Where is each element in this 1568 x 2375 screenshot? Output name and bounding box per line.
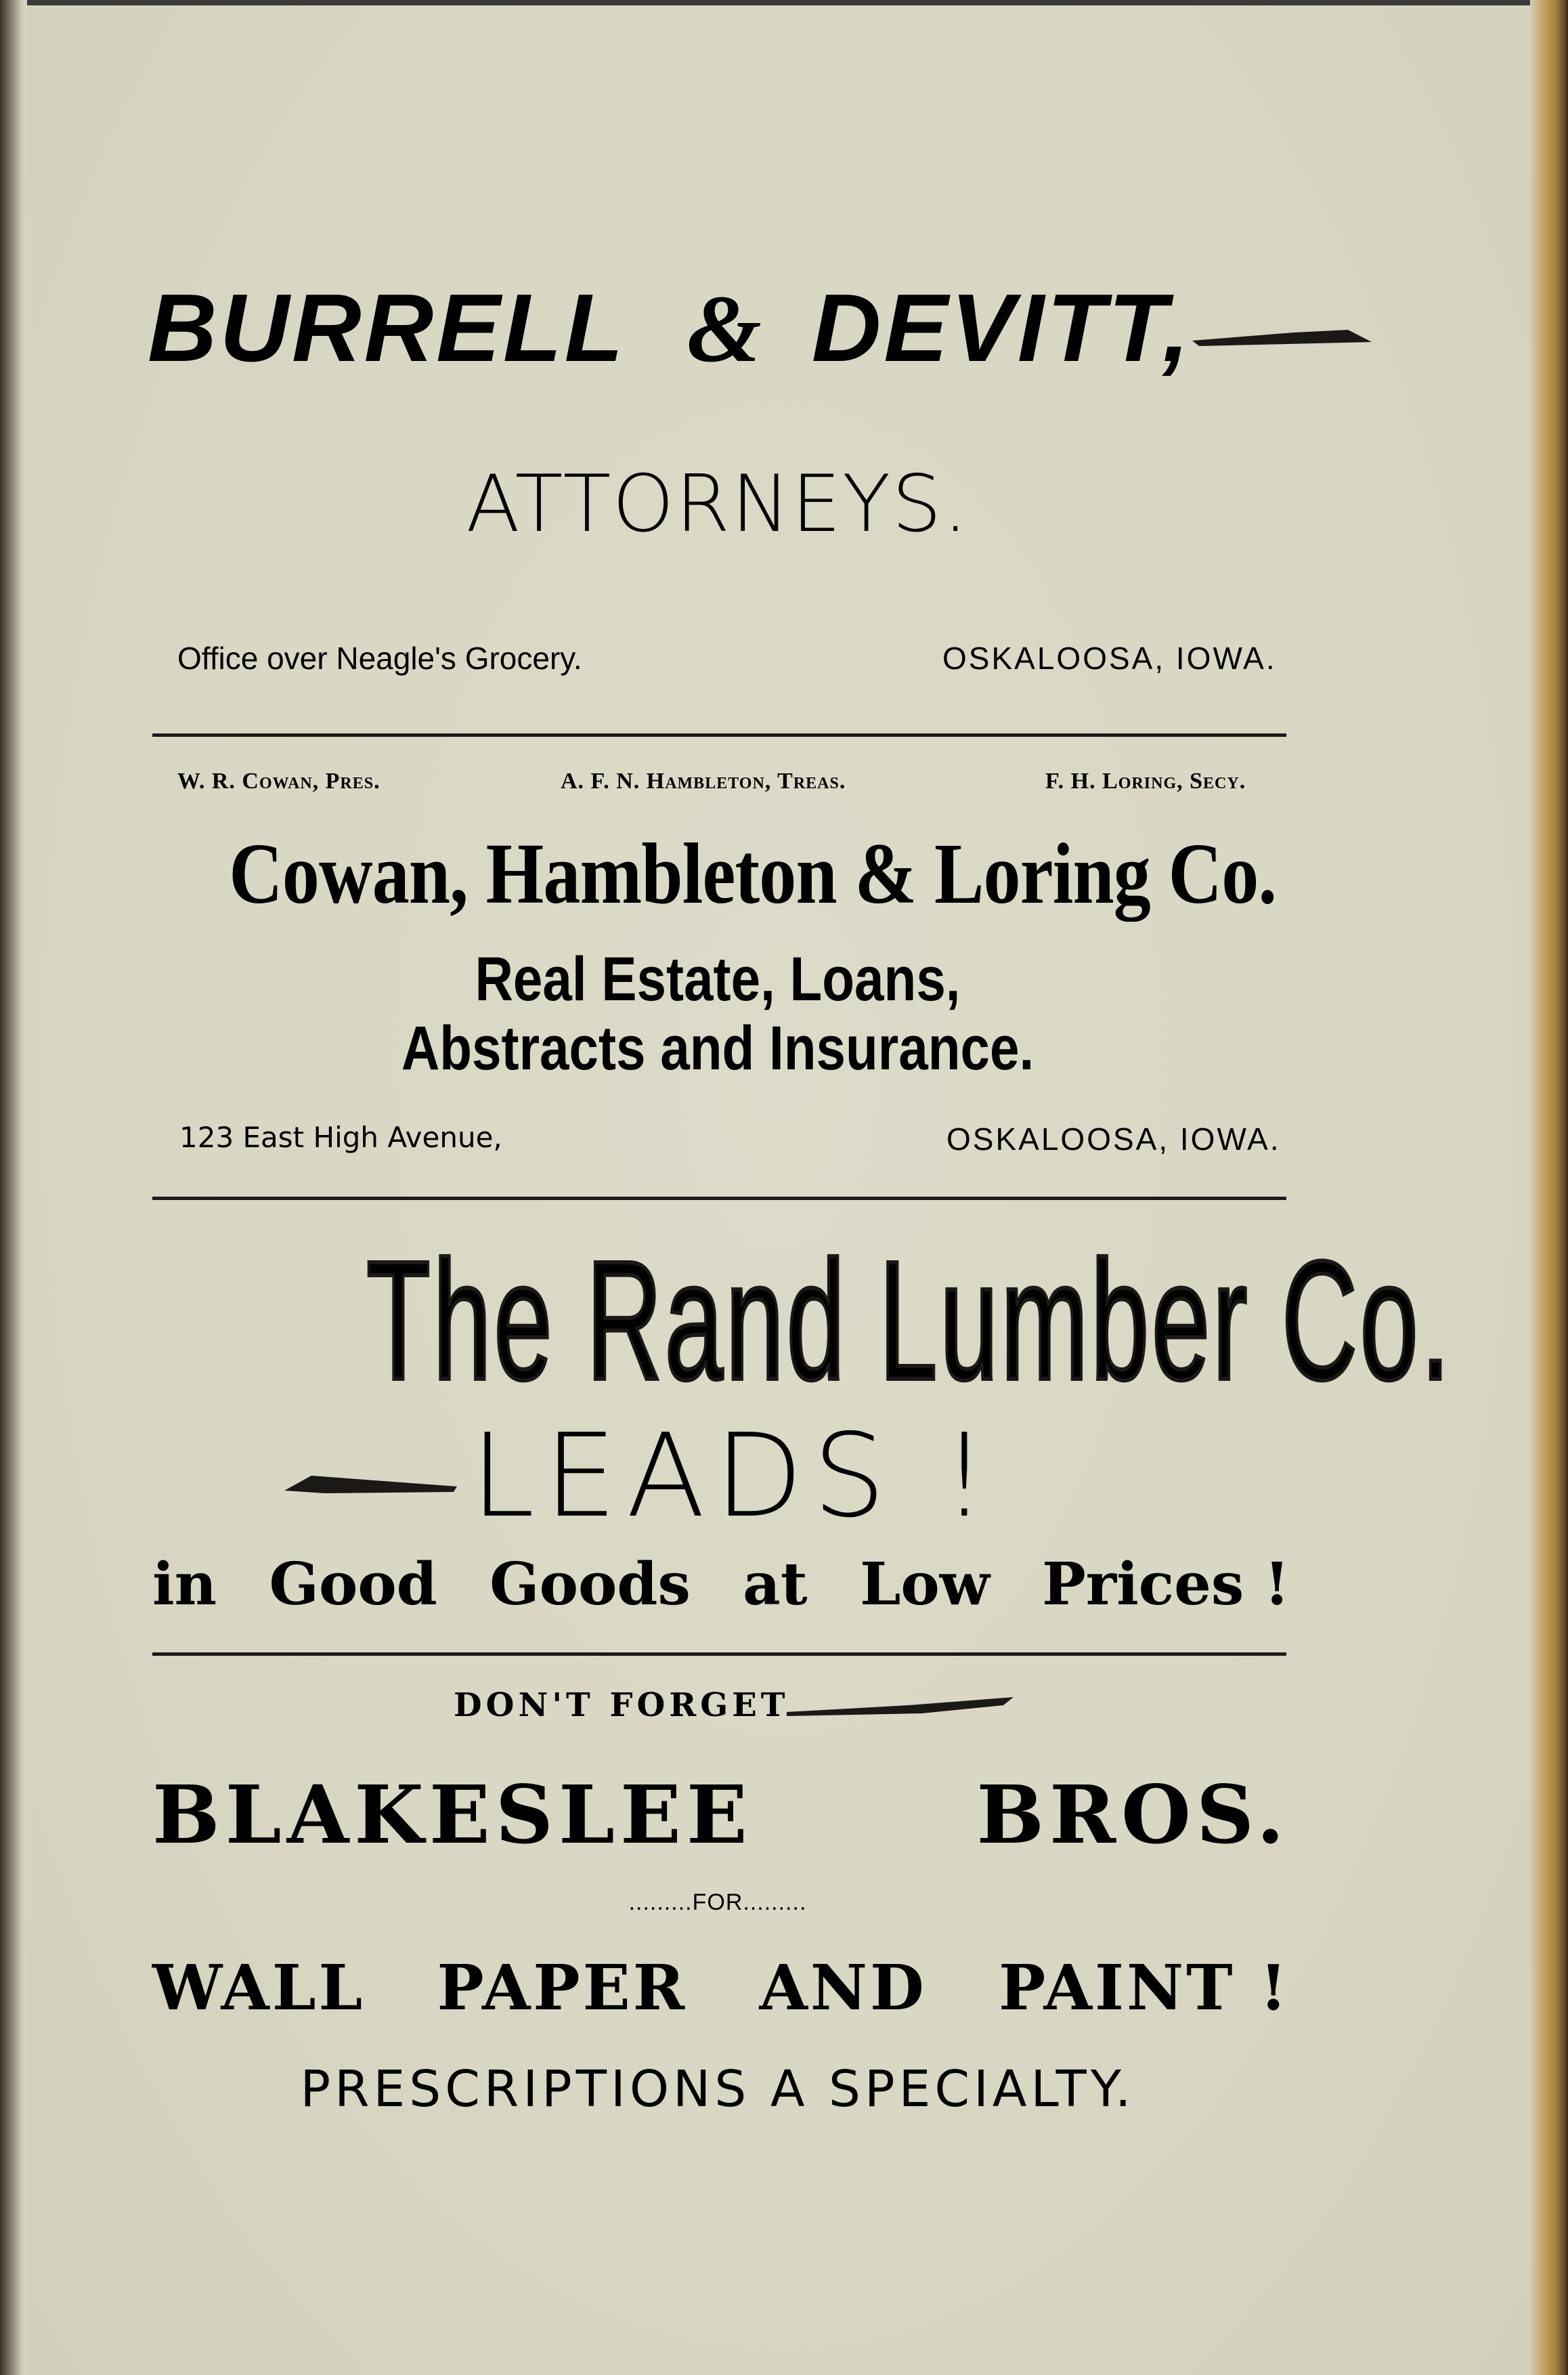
divider-rule (152, 733, 1286, 737)
firm-name-right: DEVITT, (811, 274, 1192, 382)
officer-secretary: F. H. Loring, Secy. (1045, 769, 1246, 794)
leads-line (284, 1409, 1164, 1543)
office-address: Office over Neagle's Grocery. (177, 641, 582, 676)
wall-word: AND (759, 1951, 927, 2024)
blakeslee-name: BLAKESLEE (152, 1768, 753, 1862)
page-edge (1530, 0, 1568, 2375)
firm-ampersand: & (687, 275, 764, 382)
prescriptions-line: PRESCRIPTIONS A SPECIALTY. (300, 2060, 1135, 2118)
for-line: .........FOR......... (628, 1889, 807, 1915)
dont-forget-line (454, 1686, 1017, 1724)
leads-text: LEADS ! (471, 1409, 997, 1543)
cowan-company-title: Cowan, Hambleton & Loring Co. (229, 826, 1277, 922)
tagline-word: Goods (489, 1550, 691, 1619)
wall-word: WALL (152, 1951, 366, 2024)
rand-tagline (152, 1547, 1290, 1622)
tagline-word: in (152, 1550, 217, 1619)
services-line-1: Real Estate, Loans, (475, 945, 961, 1014)
firm-name-left: BURRELL (148, 274, 626, 382)
cowan-city: OSKALOOSA, IOWA. (946, 1121, 1281, 1157)
wall-word: PAPER (437, 1951, 688, 2024)
divider-rule (152, 1652, 1286, 1656)
officer-president: W. R. Cowan, Pres. (177, 769, 380, 794)
dont-forget-text: DON'T FORGET (454, 1686, 789, 1724)
tagline-word: Low (859, 1550, 990, 1619)
rand-lumber-title: The Rand Lumber Co. (366, 1226, 1453, 1415)
cowan-services (234, 945, 1201, 1083)
tagline-word: at (743, 1550, 808, 1619)
blakeslee-title (152, 1768, 1290, 1862)
tagline-word: Good (269, 1550, 437, 1619)
wall-paper-line (152, 1950, 1290, 2025)
firm-city: OSKALOOSA, IOWA. (942, 641, 1277, 676)
officer-treasurer: A. F. N. Hambleton, Treas. (561, 769, 846, 794)
top-edge (27, 0, 1530, 5)
swash-ornament-left (284, 1472, 460, 1499)
tagline-word: Prices ! (1042, 1550, 1290, 1619)
cowan-address: 123 East High Avenue, (179, 1121, 502, 1154)
services-line-2: Abstracts and Insurance. (401, 1014, 1035, 1083)
book-spine-shadow (0, 0, 27, 2375)
divider-rule (152, 1197, 1286, 1200)
swash-ornament-right (787, 1694, 1017, 1721)
burrell-devitt-title (148, 271, 1299, 386)
wall-word: PAINT ! (999, 1951, 1290, 2024)
attorneys-heading: ATTORNEYS. (466, 458, 970, 550)
bros-name: BROS. (976, 1768, 1290, 1862)
swash-ornament-right (1192, 315, 1375, 356)
